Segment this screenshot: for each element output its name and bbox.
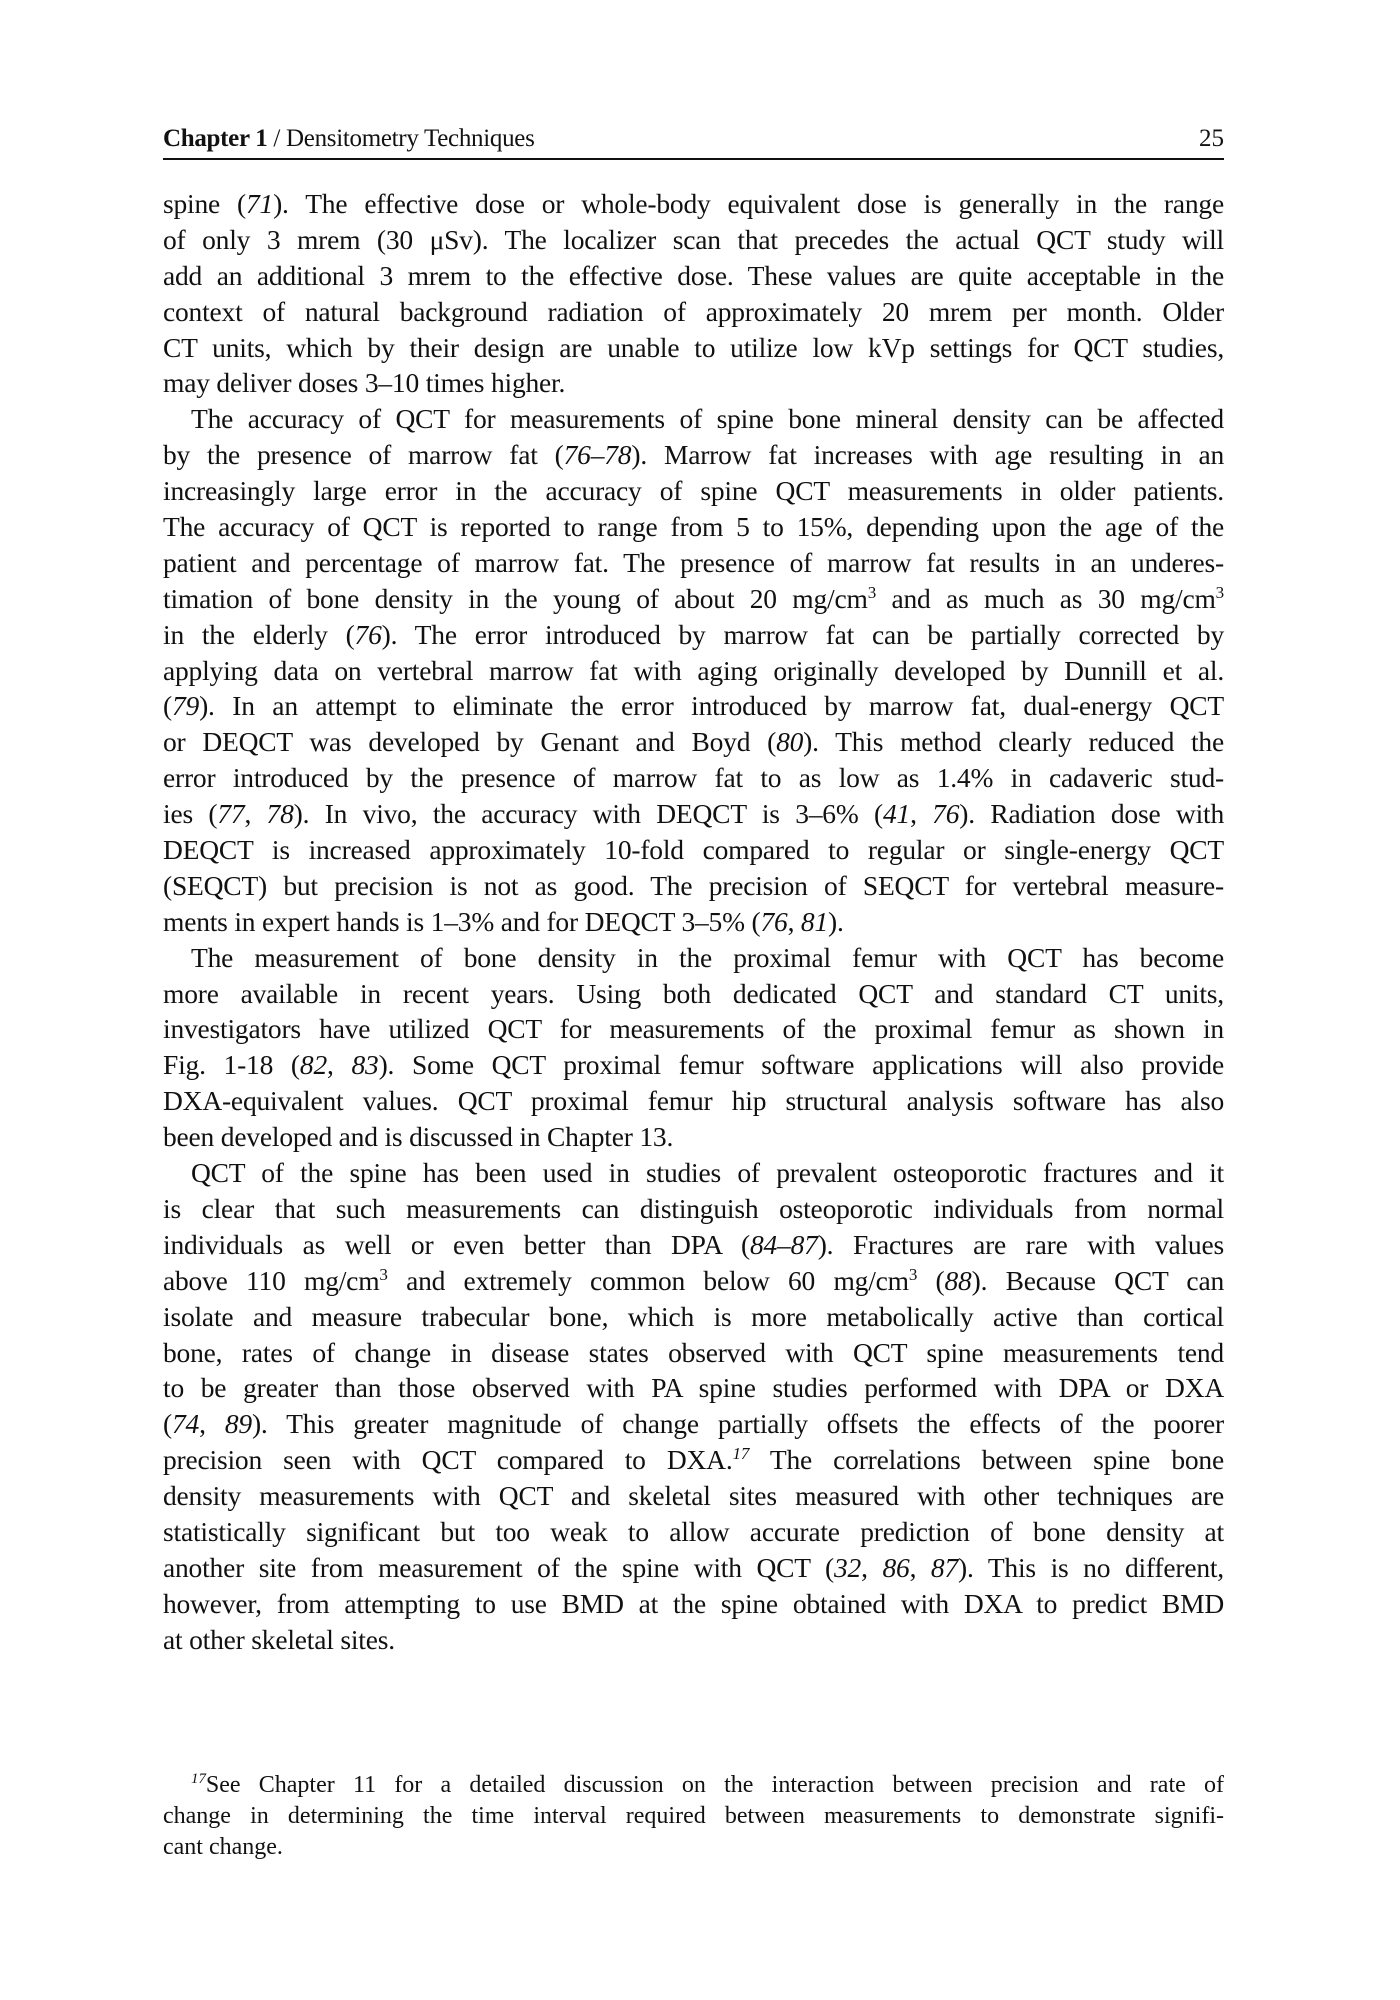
text-run: ). This greater magnitude of change partially offsets the effects of the poorer [251, 1408, 1224, 1440]
text-line [163, 1299, 1224, 1335]
text-run: ). This method clearly reduced the [803, 726, 1224, 758]
text-run: above 110 mg/cm [163, 1264, 380, 1296]
text-run: ). Fractures are rare with values [817, 1228, 1224, 1260]
text-run: cant change. [163, 1834, 283, 1860]
text-line [163, 473, 1224, 509]
text-run: statistically significant but too weak to allow accurate prediction of bone density at [163, 1515, 1224, 1547]
text-run: The accuracy of QCT is reported to range from 5 to 15%, depending upon the age of the [163, 511, 1224, 543]
superscript: 3 [867, 582, 877, 602]
citation-ref: 76–78 [563, 439, 632, 471]
text-run: patient and percentage of marrow fat. The presence of marrow fat results in an underes- [163, 546, 1224, 578]
text-run: more available in recent years. Using both dedicated QCT and standard CT units, [163, 977, 1224, 1009]
text-line [163, 1047, 1224, 1083]
footnotes [163, 1770, 1224, 1863]
text-run: context of natural background radiation of approximately 20 mrem per month. Older [163, 295, 1224, 327]
text-line [163, 868, 1224, 904]
citation-ref: 78 [266, 798, 294, 830]
chapter-title [163, 122, 535, 156]
footnote-line [163, 1770, 1224, 1801]
text-line [163, 1335, 1224, 1371]
citation-ref: 32 [834, 1551, 862, 1583]
text-run: The accuracy of QCT for measurements of spine bone mineral density can be affected [191, 403, 1224, 435]
citation-ref: 81 [800, 905, 829, 937]
text-run: applying data on vertebral marrow fat with aging originally developed by Dunnill et al. [163, 654, 1224, 686]
text-run: ). This is no different, [958, 1551, 1224, 1583]
text-run: add an additional 3 mrem to the effective dose. These values are quite acceptable in the [163, 259, 1224, 291]
citation-ref: 87 [930, 1551, 959, 1583]
text-run: timation of bone density in the young of about 20 mg/cm [163, 582, 868, 614]
text-run: ments in expert hands is 1–3% and for DEQCT 3–5% ( [163, 905, 761, 937]
text-line [163, 509, 1224, 545]
footnote-line [163, 1801, 1224, 1832]
text-run: ( [917, 1264, 945, 1296]
text-run: , [327, 1049, 352, 1081]
text-line [163, 1622, 1224, 1658]
text-line [163, 401, 1224, 437]
text-line [163, 940, 1224, 976]
text-line [163, 1550, 1224, 1586]
citation-ref: 82 [299, 1049, 327, 1081]
text-run: at other skeletal sites. [163, 1623, 395, 1655]
text-line [163, 330, 1224, 366]
citation-ref: 86 [882, 1551, 910, 1583]
text-line [163, 1155, 1224, 1191]
text-run: of only 3 mrem (30 μSv). The localizer scan that precedes the actual QCT study will [163, 223, 1224, 255]
body-text [163, 186, 1224, 1658]
header-separator: / [267, 125, 287, 152]
text-run: DXA-equivalent values. QCT proximal femur hip structural analysis software has also [163, 1085, 1224, 1117]
text-run: , [787, 905, 801, 937]
text-run: investigators have utilized QCT for measurements of the proximal femur as shown in [163, 1013, 1224, 1045]
text-run: , [199, 1408, 225, 1440]
superscript: 3 [379, 1264, 388, 1284]
citation-ref: 80 [776, 726, 804, 758]
text-line [163, 1370, 1224, 1406]
text-run: , [909, 1551, 931, 1583]
text-line [163, 653, 1224, 689]
text-run: and extremely common below 60 mg/cm [387, 1264, 909, 1296]
citation-ref: 74 [171, 1408, 200, 1440]
text-run: ). The effective dose or whole-body equivalent dose is generally in the range [273, 188, 1224, 219]
text-run: may deliver doses 3–10 times higher. [163, 367, 566, 399]
text-line [163, 186, 1224, 222]
citation-ref: 77 [217, 798, 245, 830]
citation-ref: 41 [882, 798, 911, 830]
text-line [163, 832, 1224, 868]
text-run: ( [163, 1408, 172, 1440]
text-line [163, 976, 1224, 1012]
chapter-label: Chapter 1 [163, 125, 268, 152]
text-run: ). Marrow fat increases with age resulting in an [631, 439, 1225, 471]
text-run: The correlations between spine bone [749, 1444, 1224, 1476]
text-line [163, 1406, 1224, 1442]
citation-ref: 79 [171, 690, 200, 722]
text-line [163, 294, 1224, 330]
text-line [163, 545, 1224, 581]
text-run: Fig. 1-18 ( [163, 1049, 300, 1081]
page-number: 25 [1199, 125, 1224, 152]
text-run: , [244, 798, 267, 830]
text-run: to be greater than those observed with PA spine studies performed with DPA or DXA [163, 1372, 1224, 1404]
text-run: See Chapter 11 for a detailed discussion on the interaction between precision and rate of [205, 1772, 1224, 1798]
text-line [163, 365, 1224, 401]
citation-ref: 89 [224, 1408, 252, 1440]
text-line [163, 222, 1224, 258]
text-run: ). [828, 905, 844, 937]
text-run: ( [163, 690, 172, 722]
citation-ref: 83 [351, 1049, 379, 1081]
text-run: The measurement of bone density in the proximal femur with QCT has become [191, 941, 1224, 973]
text-line [163, 1478, 1224, 1514]
text-line [163, 724, 1224, 760]
text-run: QCT of the spine has been used in studies of prevalent osteoporotic fractures and it [191, 1157, 1224, 1189]
footnote-marker-text: 17 [191, 1771, 206, 1787]
citation-ref: 76 [760, 905, 788, 937]
footnote-marker [191, 1771, 206, 1787]
text-run: isolate and measure trabecular bone, which is more metabolically active than cortical [163, 1300, 1224, 1332]
text-line [163, 688, 1224, 724]
superscript: 3 [908, 1264, 918, 1284]
text-run: precision seen with QCT compared to DXA. [163, 1444, 733, 1476]
text-run: DEQCT is increased approximately 10-fold compared to regular or single-energy QCT [163, 834, 1224, 866]
header-rule [163, 158, 1224, 160]
text-line [163, 1083, 1224, 1119]
chapter-name: Densitometry Techniques [286, 125, 535, 152]
footnote-marker-text: 17 [732, 1444, 750, 1464]
footnote-line [163, 1832, 1224, 1863]
text-run: is clear that such measurements can distinguish osteoporotic individuals from normal [163, 1192, 1224, 1224]
text-run: error introduced by the presence of marrow fat to as low as 1.4% in cadaveric stud- [163, 762, 1224, 794]
text-line [163, 437, 1224, 473]
text-line [163, 1191, 1224, 1227]
text-line [163, 258, 1224, 294]
citation-ref: 88 [944, 1264, 972, 1296]
text-run: increasingly large error in the accuracy of spine QCT measurements in older patients. [163, 475, 1224, 507]
text-run: density measurements with QCT and skeletal sites measured with other techniques are [163, 1480, 1224, 1512]
footnote-marker [733, 1444, 750, 1463]
text-line [163, 760, 1224, 796]
text-line [163, 617, 1224, 653]
text-run: been developed and is discussed in Chapter 13. [163, 1121, 674, 1153]
text-line [163, 1119, 1224, 1155]
citation-ref: 71 [245, 188, 274, 219]
text-run: ). The error introduced by marrow fat can be partially corrected by [381, 618, 1224, 650]
running-header [163, 122, 1224, 156]
text-run: bone, rates of change in disease states observed with QCT spine measurements tend [163, 1336, 1224, 1368]
text-run: by the presence of marrow fat ( [163, 439, 564, 471]
superscript: 3 [1215, 582, 1224, 602]
text-run: ). Some QCT proximal femur software applications will also provide [378, 1049, 1224, 1081]
text-line [163, 1227, 1224, 1263]
text-run: spine ( [163, 188, 246, 219]
text-run: ies ( [163, 798, 218, 830]
text-run: , [861, 1551, 883, 1583]
text-line [163, 904, 1224, 940]
text-run: or DEQCT was developed by Genant and Boyd ( [163, 726, 777, 758]
text-line [163, 581, 1224, 617]
text-run: individuals as well or even better than DPA ( [163, 1228, 750, 1260]
text-run: ). Because QCT can [971, 1264, 1224, 1296]
text-run: change in determining the time interval required between measurements to demonstrate signifi- [163, 1803, 1224, 1829]
text-run: another site from measurement of the spine with QCT ( [163, 1551, 834, 1583]
citation-ref: 84–87 [749, 1228, 818, 1260]
text-run: ). Radiation dose with [959, 798, 1224, 830]
text-run: ). In an attempt to eliminate the error introduced by marrow fat, dual-energy QCT [199, 690, 1224, 722]
citation-ref: 76 [932, 798, 960, 830]
text-line [163, 1011, 1224, 1047]
citation-ref: 76 [354, 618, 382, 650]
text-run: however, from attempting to use BMD at the spine obtained with DXA to predict BMD [163, 1587, 1224, 1619]
text-line [163, 1263, 1224, 1299]
text-line [163, 796, 1224, 832]
text-run: in the elderly ( [163, 618, 355, 650]
text-line [163, 1442, 1224, 1478]
text-run: , [910, 798, 933, 830]
text-run: CT units, which by their design are unable to utilize low kVp settings for QCT studies, [163, 331, 1224, 363]
text-line [163, 1514, 1224, 1550]
text-run: and as much as 30 mg/cm [876, 582, 1216, 614]
text-run: (SEQCT) but precision is not as good. The precision of SEQCT for vertebral measure- [163, 869, 1224, 901]
text-run: ). In vivo, the accuracy with DEQCT is 3–6% ( [293, 798, 883, 830]
text-line [163, 1586, 1224, 1622]
